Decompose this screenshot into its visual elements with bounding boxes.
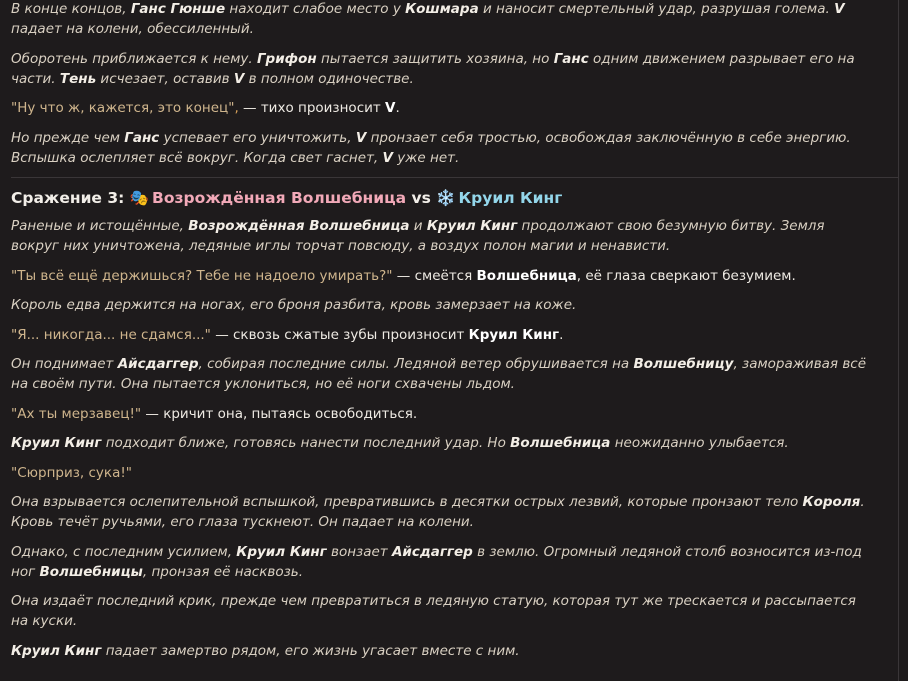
dialogue-line: "Ты всё ещё держишься? Тебе не надоело умирать?" — смеётся Волшебница, её глаза сверкают безумием. bbox=[11, 267, 796, 284]
narration-paragraph: Он поднимает Айсдаггер, собирая последние силы. Ледяной ветер обрушивается на Волшебницу, замораживая всё на своём пути. Она пытается уклониться, но её ноги схвачены льдом. bbox=[11, 356, 867, 392]
dialogue-line: "Ну что ж, кажется, это конец", — тихо произносит V. bbox=[11, 100, 400, 116]
fighter-2-name: Круил Кинг bbox=[458, 189, 563, 207]
narration-paragraph: Она издаёт последний крик, прежде чем превратиться в ледяную статую, которая тут же трескается и рассыпается на куски. bbox=[11, 593, 856, 629]
dialogue-line: "Я... никогда... не сдамся..." — сквозь сжатые зубы произносит Круил Кинг. bbox=[11, 326, 564, 343]
quote-text: "Ты всё ещё держишься? Тебе не надоело умирать?" bbox=[11, 267, 393, 284]
right-border bbox=[898, 0, 899, 681]
narration-paragraph: Но прежде чем Ганс успевает его уничтожить, V пронзает себя тростью, освобождая заключённую в себе энергию. Вспышка ослепляет всё вокруг. Когда свет гаснет, V уже нет. bbox=[11, 129, 851, 166]
fighter-1-name: Возрождённая Волшебница bbox=[152, 189, 407, 207]
battle-heading: Сражение 3: 🎭 Возрождённая Волшебница vs ❄️ Круил Кинг bbox=[11, 189, 563, 207]
dialogue-line: "Ах ты мерзавец!" — кричит она, пытаясь освободиться. bbox=[11, 405, 418, 422]
narration-paragraph: Круил Кинг подходит ближе, готовясь нанести последний удар. Но Волшебница неожиданно улыбается. bbox=[11, 435, 789, 451]
narration-paragraph: Однако, с последним усилием, Круил Кинг вонзает Айсдаггер в землю. Огромный ледяной столб возносится из-под ног Волшебницы, пронзая её насквозь. bbox=[11, 543, 862, 580]
quote-text: "Ах ты мерзавец!" bbox=[11, 405, 142, 422]
narration-paragraph: Она взрывается ослепительной вспышкой, превратившись в десятки острых лезвий, которые пронзают тело Короля. Кровь течёт ручьями, его глаза тускнеют. Он падает на колени. bbox=[11, 494, 865, 530]
message-content bbox=[11, 0, 871, 670]
narration-paragraph: Раненые и истощённые, Возрождённая Волшебница и Круил Кинг продолжают свою безумную битву. Земля вокруг них уничтожена, ледяные иглы торчат повсюду, а воздух полон магии и ненависти. bbox=[11, 218, 825, 254]
quote-text: "Сюрприз, сука!" bbox=[11, 464, 132, 481]
narration-paragraph: Король едва держится на ногах, его броня разбита, кровь замерзает на коже. bbox=[11, 297, 577, 313]
dialogue-line bbox=[11, 463, 871, 483]
narration-paragraph: Оборотень приближается к нему. Грифон пытается защитить хозяина, но Ганс одним движением разрывает его на части. Тень исчезает, оставив V в полном одиночестве. bbox=[11, 50, 855, 87]
quote-text: "Я... никогда... не сдамся..." bbox=[11, 326, 211, 343]
theater-masks-icon: 🎭 bbox=[129, 189, 150, 207]
snowflake-icon: ❄️ bbox=[436, 189, 456, 207]
quote-text: "Ну что ж, кажется, это конец" bbox=[11, 100, 235, 116]
narration-paragraph: Круил Кинг падает замертво рядом, его жизнь угасает вместе с ним. bbox=[11, 642, 520, 659]
section-divider bbox=[11, 177, 898, 178]
narration-paragraph: В конце концов, Ганс Гюнше находит слабое место у Кошмара и наносит смертельный удар, разрушая голема. V падает на колени, обессиленный. bbox=[11, 1, 845, 37]
